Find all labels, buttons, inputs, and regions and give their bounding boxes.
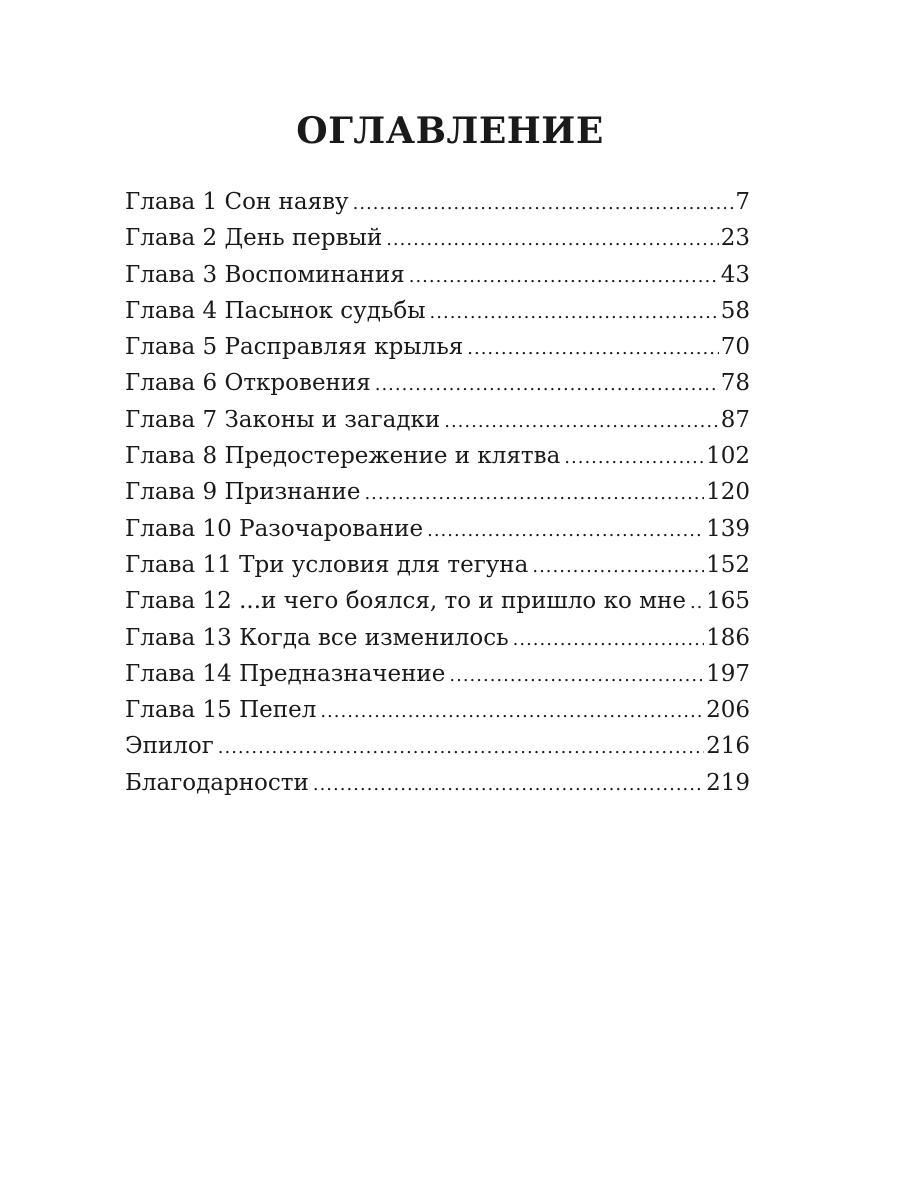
toc-entry xyxy=(125,583,750,619)
toc-entry-label: Глава 5 Расправляя крылья xyxy=(125,334,464,361)
toc-page-number: 139 xyxy=(706,515,750,542)
toc-page-number: 206 xyxy=(706,697,750,724)
toc-page-number: 87 xyxy=(720,406,750,433)
toc-dot-leader xyxy=(532,547,704,585)
toc-page-number: 23 xyxy=(720,225,750,252)
toc-entry-label: Благодарности xyxy=(125,769,309,796)
toc-entry xyxy=(125,692,750,728)
toc-entry-label: Глава 1 Сон наяву xyxy=(125,189,349,215)
toc-dot-leader xyxy=(427,511,704,549)
toc-dot-leader xyxy=(430,293,719,331)
toc-dot-leader xyxy=(564,438,704,476)
toc-entry xyxy=(125,293,750,329)
table-of-contents xyxy=(125,184,750,801)
toc-entry-label: Глава 2 День первый xyxy=(125,225,383,252)
toc-dot-leader xyxy=(364,474,704,512)
toc-page-number: 102 xyxy=(706,443,750,470)
toc-page-number: 186 xyxy=(706,624,750,651)
toc-dot-leader xyxy=(386,220,719,258)
toc-entry xyxy=(125,329,750,365)
toc-dot-leader xyxy=(513,620,704,658)
toc-page-number: 7 xyxy=(735,189,750,215)
toc-page-number: 165 xyxy=(706,588,750,615)
toc-page-number: 70 xyxy=(720,334,750,361)
toc-entry-label: Глава 10 Разочарование xyxy=(125,515,424,542)
toc-entry-label: Глава 14 Предназначение xyxy=(125,660,446,687)
toc-dot-leader xyxy=(449,656,704,694)
toc-page-number: 78 xyxy=(720,370,750,397)
toc-entry-label: Глава 9 Признание xyxy=(125,479,361,506)
toc-page-number: 219 xyxy=(706,769,750,796)
toc-page-number: 120 xyxy=(706,479,750,506)
toc-entry xyxy=(125,365,750,401)
toc-entry-label: Глава 4 Пасынок судьбы xyxy=(125,297,426,324)
toc-entry-label: Глава 11 Три условия для тегуна xyxy=(125,551,529,578)
toc-entry-label: Глава 6 Откровения xyxy=(125,370,371,397)
toc-entry-label: Глава 3 Воспоминания xyxy=(125,261,405,288)
toc-page-number: 197 xyxy=(706,660,750,687)
toc-dot-leader xyxy=(444,402,719,440)
toc-entry xyxy=(125,474,750,510)
toc-entry xyxy=(125,402,750,438)
toc-page-number: 152 xyxy=(706,551,750,578)
toc-dot-leader xyxy=(218,728,704,766)
toc-entry xyxy=(125,220,750,256)
toc-entry xyxy=(125,257,750,293)
toc-entry xyxy=(125,765,750,801)
toc-page-number: 58 xyxy=(720,297,750,324)
toc-entry-label: Глава 15 Пепел xyxy=(125,697,317,724)
toc-entry xyxy=(125,547,750,583)
toc-dot-leader xyxy=(690,583,704,621)
toc-dot-leader xyxy=(313,765,704,803)
toc-dot-leader xyxy=(467,329,718,367)
toc-entry-label: Эпилог xyxy=(125,733,214,760)
toc-page-number: 216 xyxy=(706,733,750,760)
toc-entry-label: Глава 8 Предостережение и клятва xyxy=(125,443,561,470)
toc-entry xyxy=(125,511,750,547)
toc-entry xyxy=(125,656,750,692)
page-title: ОГЛАВЛЕНИЕ xyxy=(296,110,604,152)
toc-entry xyxy=(125,184,750,220)
toc-entry-label: Глава 12 ...и чего боялся, то и пришло ко мне xyxy=(125,588,686,615)
toc-entry xyxy=(125,620,750,656)
toc-entry xyxy=(125,728,750,764)
toc-page-number: 43 xyxy=(720,261,750,288)
toc-entry xyxy=(125,438,750,474)
toc-dot-leader xyxy=(320,692,704,730)
toc-entry-label: Глава 7 Законы и загадки xyxy=(125,406,441,433)
toc-dot-leader xyxy=(375,365,719,403)
toc-dot-leader xyxy=(409,257,719,295)
toc-dot-leader xyxy=(353,184,734,222)
toc-entry-label: Глава 13 Когда все изменилось xyxy=(125,624,509,651)
